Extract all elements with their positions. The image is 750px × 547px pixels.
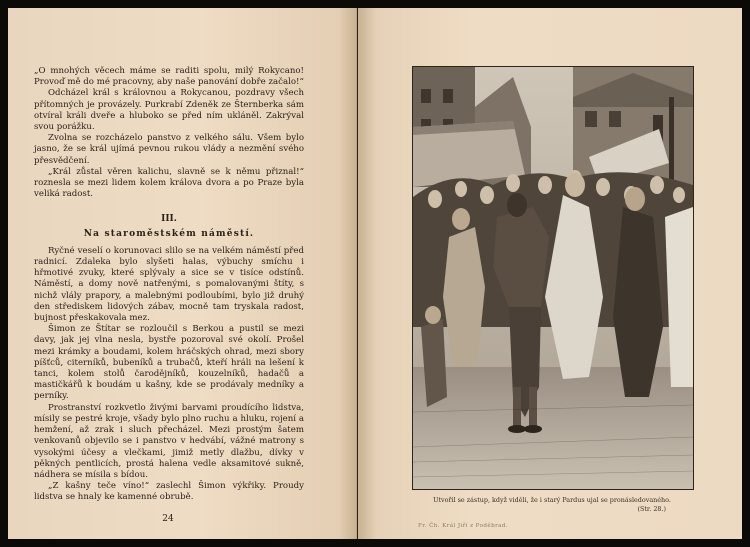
chapter-number: III. [161,214,177,225]
paragraph: Prostranství rozkvetlo živými barvami proudícího lidstva, mísily se pestré kroje, všady bylo plno ruchu a hluku, rojení a hemžení, až zrak i sluch přecházel. Mezi prostým šatem venkovanů objevilo se i panstvo v hedvábí, vážné matrony s vysokými účesy a vlečkami, jimiž metly dlažbu, dívky v pěkných pentlicích, prostá halena vedle aksamitové sukně, nádhera se mísila s bídou. [34,402,304,480]
paragraph: Odcházel král s královnou a Rokycanou, pozdravy všech přítomných je provázely. Purkrabí Zdeněk ze Šternberka sám otvíral králi dveře a hluboko se před ním ukláněl. Zakrýval svou porážku. [34,88,304,133]
footer-note: Fr. Čh. Král Jiří z Poděbrad. [418,523,509,529]
illustration-drawing [413,67,693,489]
paragraph: „Z kašny teče víno!“ zaslechl Šimon výkřiky. Proudy lidstva se hnaly ke kamenné obrubě. [34,481,304,503]
crowd-illustration [412,66,694,490]
paragraph: „Král zůstal věren kalichu, slavně se k němu přiznal!“ roznesla se mezi lidem kolem králova dvora a po Praze byla veliká radost. [34,166,304,200]
caption-text: Utvořil se zástup, když viděli, že i starý Pardus ujal se pronásledovaného. [433,496,671,504]
paragraph: „O mnohých věcech máme se raditi spolu, milý Rokycano! Provoď mě do mé pracovny, aby naše panování dobře začalo!“ [34,66,304,88]
illustration-caption [410,496,694,514]
paragraph: Šimon ze Štítar se rozloučil s Berkou a pustil se mezi davy, jak jej vlna nesla, bystře pozoroval své okolí. Prošel mezi krámky a boudami, kolem hráčských ohrad, mezi sbory píšťců, citerníků, bubeníků a trubačů, kteří hráli na lešení k tanci, kolem stolů čarodějníků, kouzelníků, hadačů a mastičkářů k boudám u kašny, kde se prodávaly medníky a perníky. [34,324,304,402]
paragraph: Zvolna se rozcházelo panstvo z velkého sálu. Všem bylo jasno, že se král ujímá pevnou rukou vlády a nezmění svého přesvědčení. [34,133,304,166]
left-text-block [34,66,304,504]
right-page [358,8,742,539]
left-page [8,8,357,539]
chapter-title: Na staroměstském náměstí. [83,228,255,239]
caption-page-ref: (Str. 28.) [637,505,666,513]
page-number: 24 [162,514,174,524]
book-spread [8,8,742,539]
paragraph: Ryčné veselí o korunovaci slilo se na velkém náměstí před radnicí. Zdaleka bylo slyšeti halas, výbuchy smíchu i hřmotivé zvuky, které splývaly a sice se v tisíce odstínů. Náměstí, a domy nově natřenými, s pomalovanými štíty, s nichž vlály prapory, a malebnými podloubími, bylo již druhý den střediskem lidových zábav, mocně tam tryskala radost, bujnost přeskakovala mez. [34,245,304,324]
